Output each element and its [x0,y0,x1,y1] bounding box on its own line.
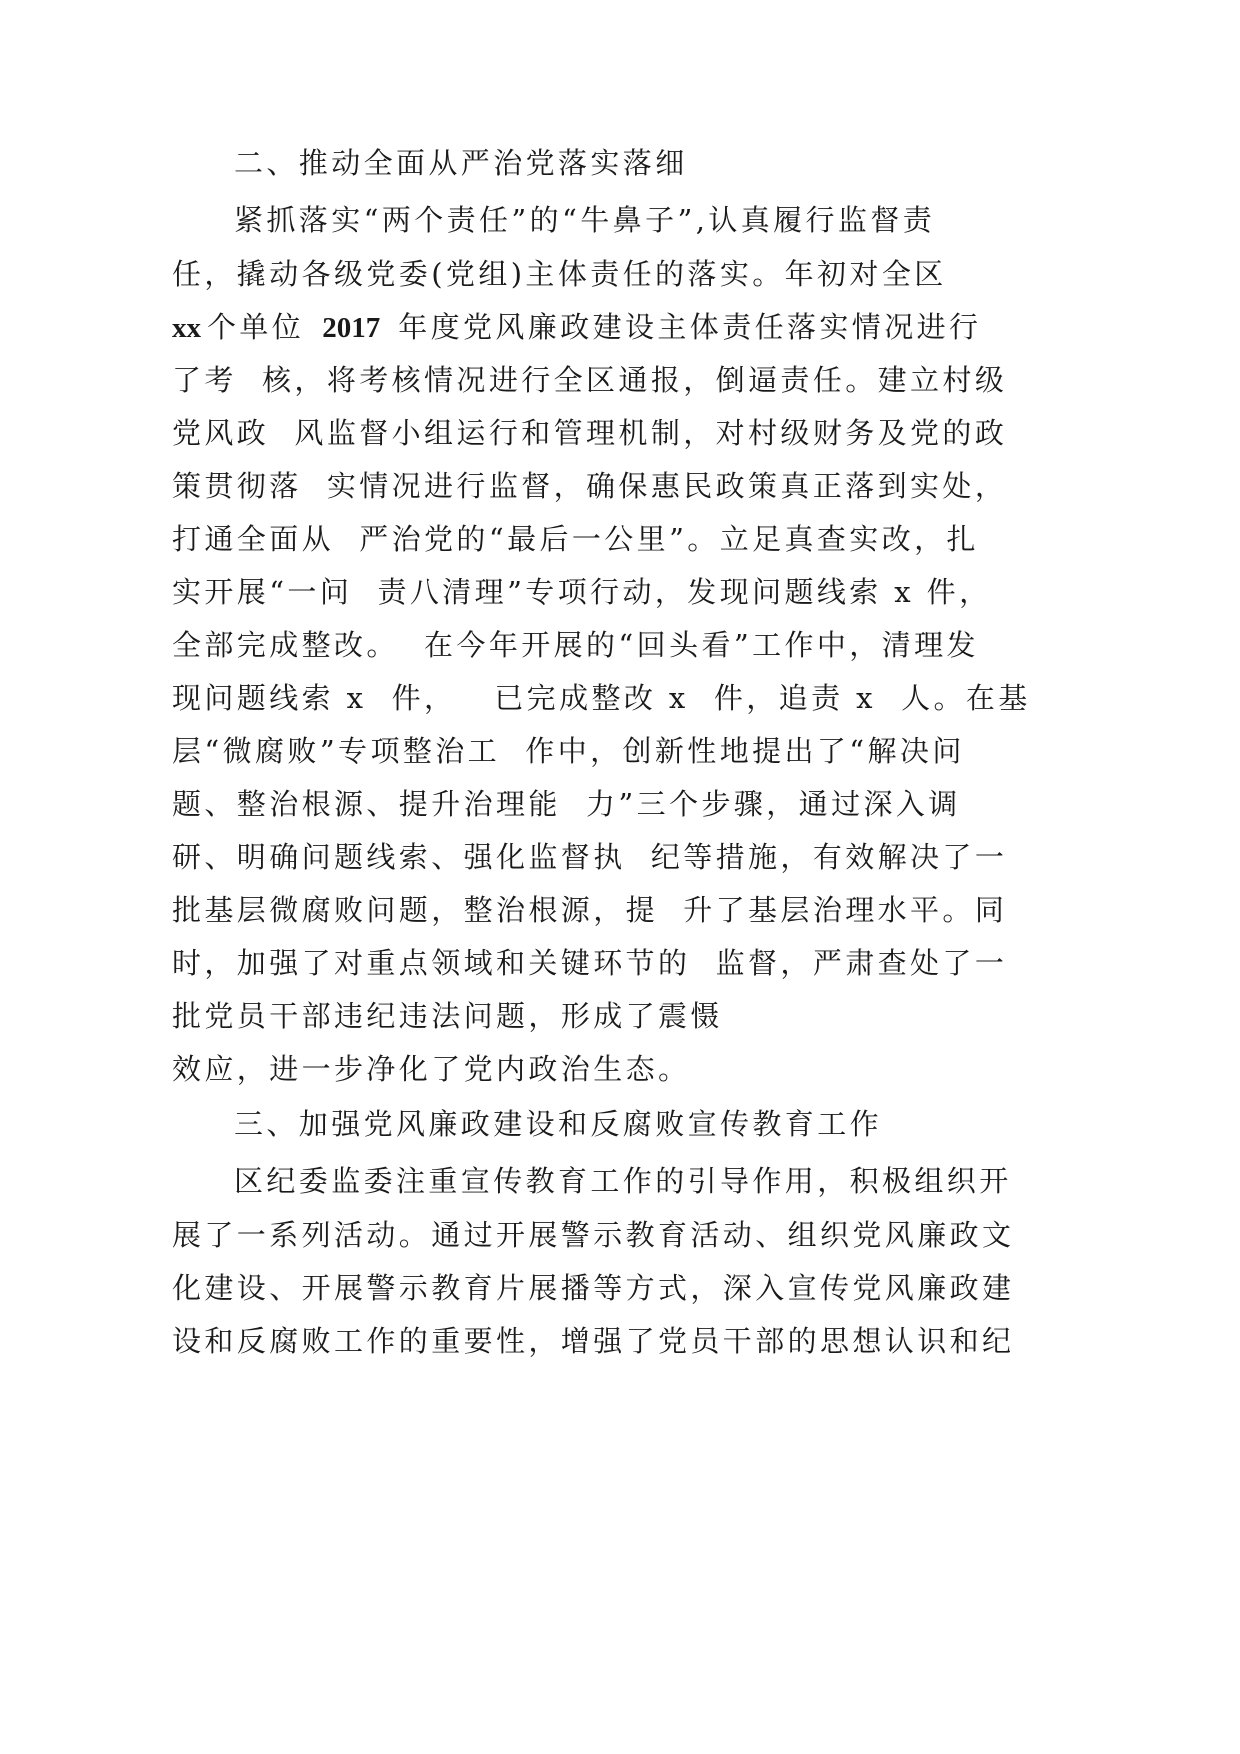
paragraph-line: 现问题线索 x 件， 已完成整改 x 件，追责 x 人。在基 [172,681,1031,715]
paragraph-fragment: 年度党风廉政建设主体责任落实情况进行 [398,310,982,344]
paragraph-line: 层“微腐败”专项整治工 作中，创新性地提出了“解决问 [172,734,965,768]
paragraph-line: 打通全面从 严治党的“最后一公里”。立足真查实改，扎 [172,522,979,556]
paragraph-fragment: 个单位 [207,310,305,344]
paragraph-line: 全部完成整改。 在今年开展的“回头看”工作中，清理发 [172,628,979,662]
paragraph-line: 设和反腐败工作的重要性，增强了党员干部的思想认识和纪 [172,1324,1015,1358]
paragraph-line: 展了一系列活动。通过开展警示教育活动、组织党风廉政文 [172,1218,1015,1252]
paragraph-line: 题、整治根源、提升治理能 力”三个步骤，通过深入调 [172,787,961,821]
paragraph-line: 时，加强了对重点领域和关键环节的 监督，严肃查处了一 [172,946,1008,980]
section-heading-3: 三、加强党风廉政建设和反腐败宣传教育工作 [234,1107,883,1141]
bold-placeholder-xx: xx [172,312,201,344]
paragraph-line: 效应，进一步净化了党内政治生态。 [172,1052,691,1086]
paragraph-line: 区纪委监委注重宣传教育工作的引导作用，积极组织开 [234,1164,1012,1198]
paragraph-line: 任，撬动各级党委(党组)主体责任的落实。年初对全区 [172,257,947,291]
paragraph-line: 研、明确问题线索、强化监督执 纪等措施，有效解决了一 [172,840,1008,874]
bold-year: 2017 [322,312,381,344]
paragraph-line: 批党员干部违纪违法问题，形成了震慑 [172,999,723,1033]
paragraph-line: 实开展“一问 责八清理”专项行动，发现问题线索 x 件， [172,575,992,609]
paragraph-line: 党风政 风监督小组运行和管理机制，对村级财务及党的政 [172,416,1008,450]
paragraph-line [172,307,981,348]
paragraph-line: 化建设、开展警示教育片展播等方式，深入宣传党风廉政建 [172,1271,1015,1305]
paragraph-line: 策贯彻落 实情况进行监督，确保惠民政策真正落到实处， [172,469,1008,503]
section-heading-2: 二、推动全面从严治党落实落细 [234,146,688,180]
paragraph-line: 紧抓落实“两个责任”的“牛鼻子”,认真履行监督责 [234,203,936,237]
paragraph-line: 批基层微腐败问题，整治根源，提 升了基层治理水平。同 [172,893,1008,927]
paragraph-line: 了考 核，将考核情况进行全区通报，倒逼责任。建立村级 [172,363,1008,397]
